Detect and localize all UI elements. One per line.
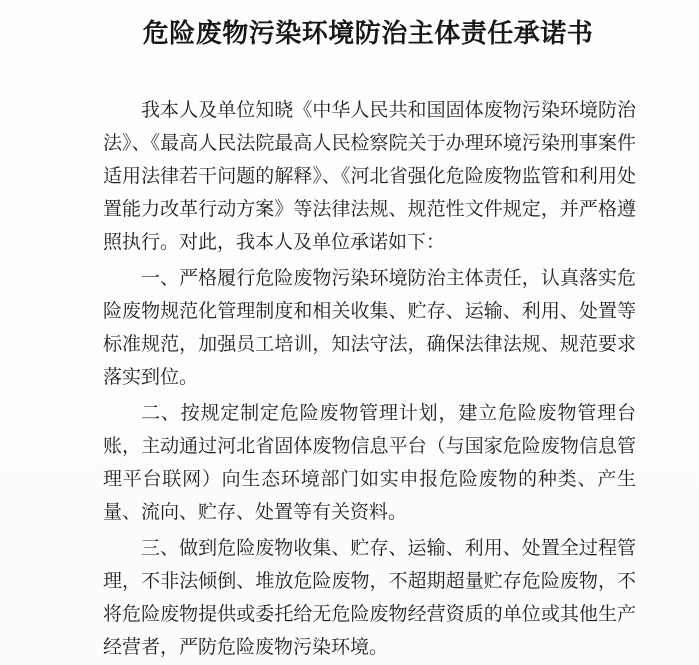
paragraph-commitment-3: 三、做到危险废物收集、贮存、运输、利用、处置全过程管理，不非法倾倒、堆放危险废物，不超期超量贮存危险废物，不将危险废物提供或委托给无危险废物经营资质的单位或其他生产经营者，严防危险废物污染环境。 xyxy=(103,538,636,658)
paragraph-commitment-2: 二、按规定制定危险废物管理计划，建立危险废物管理台账，主动通过河北省固体废物信息平台（与国家危险废物信息管理平台联网）向生态环境部门如实申报危险废物的种类、产生量、流向、贮存、处置等有关资料。 xyxy=(103,403,636,523)
document-body xyxy=(103,94,636,664)
paragraph-commitment-1: 一、严格履行危险废物污染环境防治主体责任，认真落实危险废物规范化管理制度和相关收集、贮存、运输、利用、处置等标准规范，加强员工培训，知法守法，确保法律法规、规范要求落实到位。 xyxy=(103,268,636,388)
document-title: 危险废物污染环境防治主体责任承诺书 xyxy=(142,19,594,48)
paragraph-intro: 我本人及单位知晓《中华人民共和国固体废物污染环境防治法》、《最高人民法院最高人民检察院关于办理环境污染刑事案件适用法律若干问题的解释》、《河北省强化危险废物监管和利用处置能力改革行动方案》等法律法规、规范性文件规定，并严格遵照执行。对此，我本人及单位承诺如下： xyxy=(103,100,636,253)
